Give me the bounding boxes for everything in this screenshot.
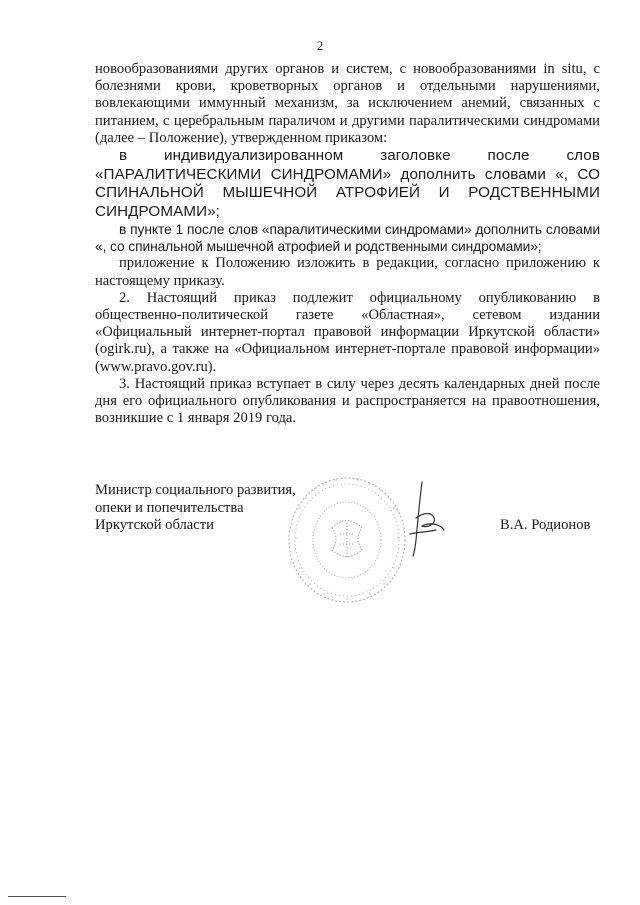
handwritten-signature (400, 478, 450, 558)
paragraph-continuation: новообразованиями других органов и систем, с новообразованиями in situ, с болезнями крови, кроветворных органов и отдельными нарушениями, вовлекающими иммунный механизм, за исключением анемий, связанных с питанием, с церебральным параличом и другими паралитическими синдромами (далее – Положение), утвержденном приказом: (95, 61, 600, 146)
paragraph-effective-date: 3. Настоящий приказ вступает в силу через десять календарных дней после дня его официального опубликования и распространяется на правоотношения, возникшие с 1 января 2019 года. (95, 375, 600, 427)
signatory-position (95, 482, 296, 535)
official-stamp (282, 468, 412, 608)
signatory-position-line: Иркутской области (95, 517, 214, 533)
footer-divider (8, 896, 66, 897)
signatory-position-line: Министр социального развития, (95, 482, 296, 498)
paragraph-clause-1-amendment: в пункте 1 после слов «паралитическими синдромами» дополнить словами «, со спинальной мышечной атрофией и родственными синдромами»; (95, 222, 600, 255)
paragraph-appendix: приложение к Положению изложить в редакции, согласно приложению к настоящему приказу. (95, 255, 600, 289)
signatory-position-line: опеки и попечительства (95, 499, 244, 516)
paragraph-title-amendment: в индивидуализированном заголовке после слов «ПАРАЛИТИЧЕСКИМИ СИНДРОМАМИ» дополнить словами «, СО СПИНАЛЬНОЙ МЫШЕЧНОЙ АТРОФИЕЙ И РОДСТВЕННЫМИ СИНДРОМАМИ»; (95, 147, 600, 220)
signatory-name: В.А. Родионов (500, 517, 591, 533)
document-body (95, 61, 600, 427)
paragraph-publication: 2. Настоящий приказ подлежит официальному опубликованию в общественно-политической газете «Областная», сетевом издании «Официальный интернет-портал правовой информации Иркутской области» (ogirk.ru), а также на «Официальном интернет-портале правовой информации» (www.pravo.gov.ru). (95, 289, 600, 375)
page-number: 2 (316, 38, 324, 53)
